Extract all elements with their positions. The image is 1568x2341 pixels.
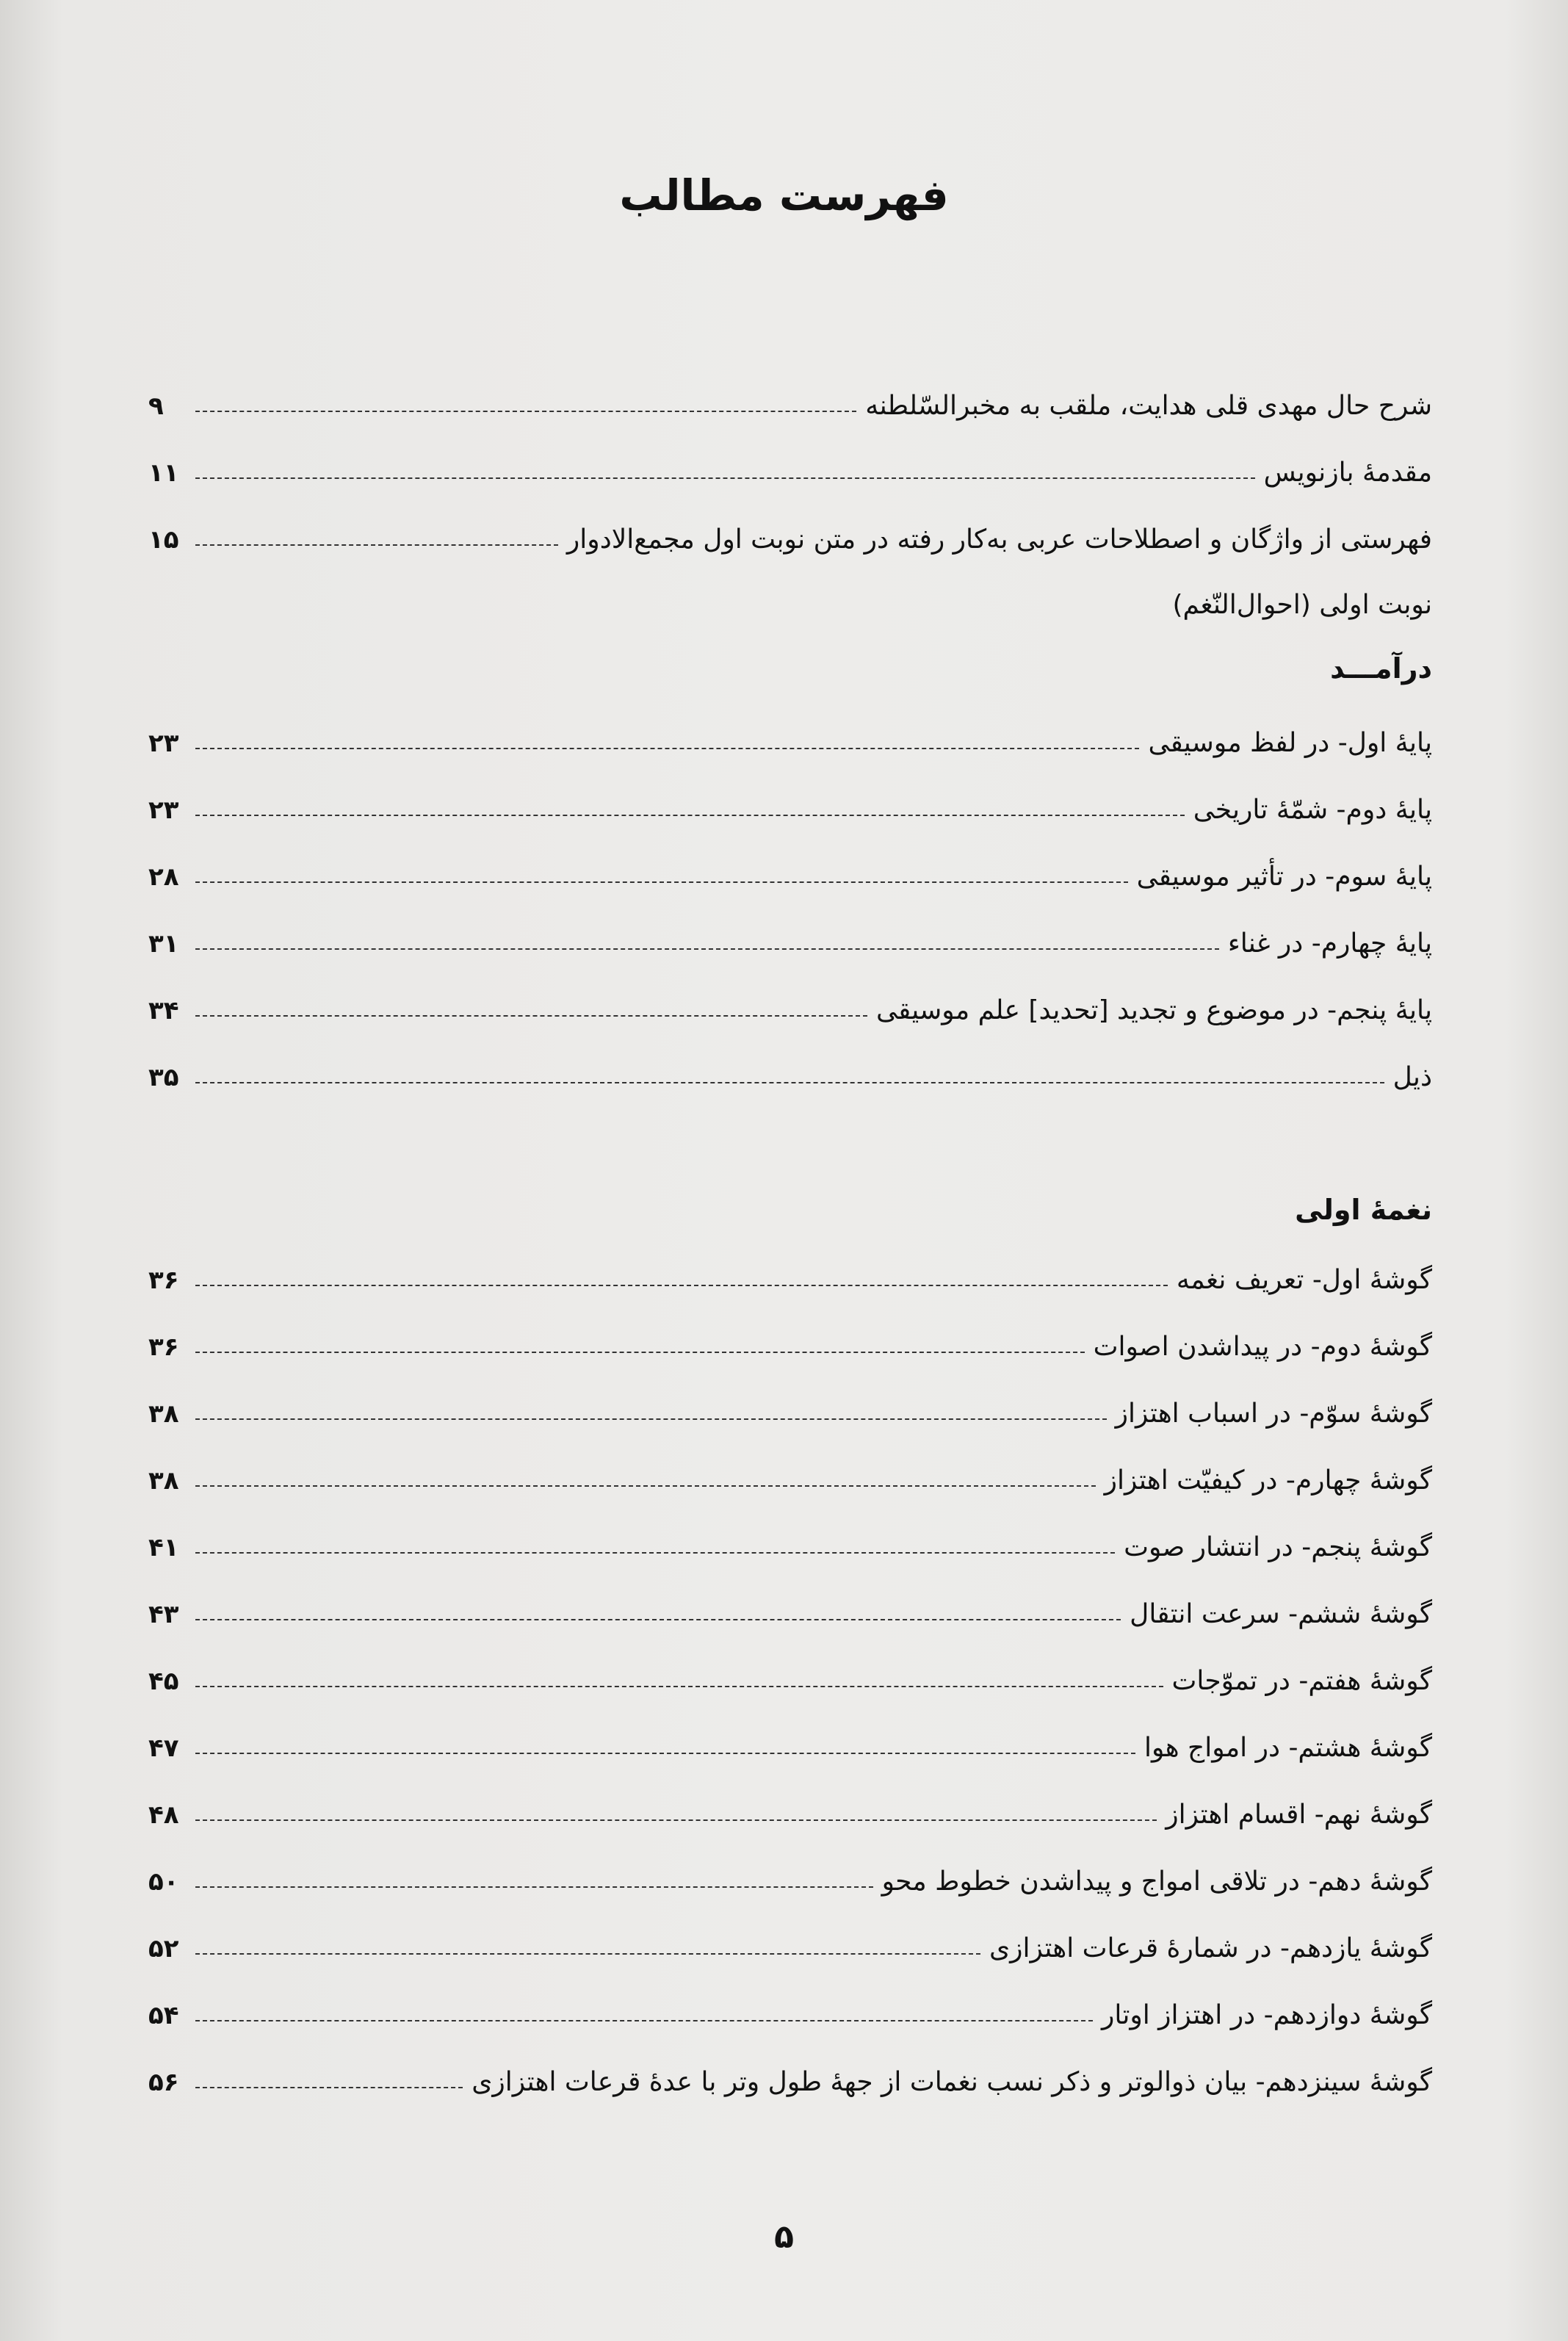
- dot-leader: [195, 1686, 1163, 1687]
- toc-entry-label: پایهٔ اول- در لفظ موسیقی: [1148, 728, 1432, 758]
- dot-leader: [195, 2087, 463, 2088]
- dot-leader: [195, 411, 856, 412]
- toc-entry-page: ۴۵: [148, 1667, 179, 1696]
- toc-entry-page: ۳۶: [148, 1332, 179, 1362]
- toc-entry-label: گوشهٔ دهم- در تلاقی امواج و پیداشدن خطوط محو: [881, 1866, 1432, 1897]
- dot-leader: [195, 1015, 867, 1017]
- toc-entry: [148, 1990, 1432, 2041]
- toc-entry-page: ۵۴: [148, 2001, 179, 2030]
- page-number: ۵: [774, 2218, 794, 2256]
- toc-entry: [148, 1589, 1432, 1640]
- dot-leader: [195, 1082, 1384, 1083]
- toc-entry: [148, 2057, 1432, 2108]
- toc-entry-page: ۳۱: [148, 929, 179, 959]
- dot-leader: [195, 477, 1255, 479]
- toc-entry: [148, 1388, 1432, 1440]
- dot-leader: [195, 881, 1128, 883]
- toc-entry-page: ۹: [148, 392, 164, 421]
- toc-entry: [148, 514, 1432, 566]
- dot-leader: [195, 1886, 873, 1888]
- toc-entry-page: ۱۵: [148, 525, 179, 555]
- toc-entry: [148, 1856, 1432, 1908]
- toc-entry-page: ۴۸: [148, 1800, 179, 1830]
- toc-entry-page: ۱۱: [148, 458, 179, 488]
- toc-entry-page: ۳۶: [148, 1266, 179, 1295]
- toc-entry-label: گوشهٔ سوّم- در اسباب اهتزاز: [1115, 1399, 1432, 1429]
- toc-entry-label: ذیل: [1392, 1062, 1432, 1092]
- dot-leader: [195, 815, 1185, 816]
- toc-entry-label: گوشهٔ چهارم- در کیفیّت اهتزاز: [1104, 1465, 1432, 1496]
- dot-leader: [195, 1285, 1168, 1286]
- toc-entry: [148, 1656, 1432, 1707]
- toc-entry-label: گوشهٔ سینزدهم- بیان ذوالوتر و ذکر نسب نغمات از جههٔ طول وتر با عدهٔ قرعات اهتزازی: [472, 2067, 1432, 2097]
- toc-entry-label: پایهٔ سوم- در تأثیر موسیقی: [1136, 862, 1432, 892]
- toc-entry-page: ۴۱: [148, 1533, 179, 1562]
- page-title: فهرست مطالب: [619, 170, 949, 220]
- toc-entry-page: ۳۸: [148, 1466, 179, 1496]
- toc-entry-label: پایهٔ چهارم- در غناء: [1227, 928, 1432, 959]
- toc-entry-label: گوشهٔ پنجم- در انتشار صوت: [1124, 1532, 1432, 1562]
- toc-entry-label: گوشهٔ نهم- اقسام اهتزاز: [1166, 1800, 1432, 1830]
- toc-entry-label: پایهٔ پنجم- در موضوع و تجدید [تحدید] علم موسیقی: [876, 995, 1432, 1025]
- toc-entry-label: گوشهٔ دوازدهم- در اهتزاز اوتار: [1101, 2000, 1432, 2030]
- section-line: نوبت اولی (احوال‌النّغم): [1172, 590, 1432, 620]
- toc-entry: [148, 1723, 1432, 1774]
- toc-entry-label: گوشهٔ ششم- سرعت انتقال: [1130, 1599, 1432, 1629]
- toc-entry-label: شرح حال مهدی قلی هدایت، ملقب به مخبرالسّلطنه: [865, 391, 1432, 421]
- toc-entry-label: گوشهٔ هشتم- در امواج هوا: [1144, 1733, 1432, 1763]
- dot-leader: [195, 748, 1139, 749]
- toc-entry-label: گوشهٔ هفتم- در تموّجات: [1171, 1666, 1432, 1696]
- toc-entry: [148, 718, 1432, 769]
- toc-entry: [148, 1522, 1432, 1573]
- toc-entry: [148, 1923, 1432, 1974]
- toc-entry-page: ۲۳: [148, 729, 179, 758]
- toc-entry-page: ۴۳: [148, 1600, 179, 1629]
- dot-leader: [195, 1485, 1096, 1487]
- toc-entry-page: ۲۸: [148, 862, 179, 892]
- toc-entry-page: ۳۸: [148, 1399, 179, 1429]
- dot-leader: [195, 1352, 1085, 1353]
- dot-leader: [195, 948, 1219, 950]
- toc-entry-page: ۵۲: [148, 1934, 179, 1963]
- dot-leader: [195, 1418, 1107, 1420]
- toc-entry: [148, 784, 1432, 836]
- toc-entry-page: ۵۶: [148, 2068, 179, 2097]
- dot-leader: [195, 1619, 1121, 1620]
- toc-entry: [148, 380, 1432, 432]
- toc-entry-page: ۲۳: [148, 796, 179, 825]
- toc-entry: [148, 851, 1432, 903]
- toc-entry-label: پایهٔ دوم- شمّهٔ تاریخی: [1193, 795, 1432, 825]
- toc-entry-page: ۳۴: [148, 996, 179, 1025]
- dot-leader: [195, 1552, 1115, 1554]
- toc-entry-page: ۳۵: [148, 1063, 179, 1092]
- toc-entry-page: ۵۰: [148, 1867, 179, 1897]
- toc-entry: [148, 1789, 1432, 1841]
- toc-entry: [148, 1455, 1432, 1507]
- toc-entry-label: فهرستی از واژگان و اصطلاحات عربی به‌کار رفته در متن نوبت اول مجمع‌الادوار: [566, 524, 1432, 555]
- toc-entry-label: گوشهٔ یازدهم- در شمارهٔ قرعات اهتزازی: [989, 1933, 1432, 1963]
- toc-entry-label: گوشهٔ اول- تعریف نغمه: [1176, 1265, 1432, 1295]
- toc-entry: [148, 985, 1432, 1036]
- toc-entry: [148, 1255, 1432, 1306]
- toc-entry: [148, 447, 1432, 499]
- dot-leader: [195, 1953, 980, 1955]
- toc-entry: [148, 1321, 1432, 1373]
- dot-leader: [195, 1753, 1135, 1754]
- section-heading-naghme: نغمهٔ اولی: [1295, 1194, 1432, 1226]
- toc-entry: [148, 1052, 1432, 1103]
- dot-leader: [195, 544, 558, 546]
- section-heading-daramad: درآمـــد: [1330, 652, 1432, 685]
- toc-entry-page: ۴۷: [148, 1734, 179, 1763]
- dot-leader: [195, 2020, 1093, 2021]
- dot-leader: [195, 1819, 1157, 1821]
- toc-entry: [148, 918, 1432, 970]
- toc-entry-label: مقدمهٔ بازنویس: [1263, 458, 1432, 488]
- toc-entry-label: گوشهٔ دوم- در پیداشدن اصوات: [1093, 1332, 1432, 1362]
